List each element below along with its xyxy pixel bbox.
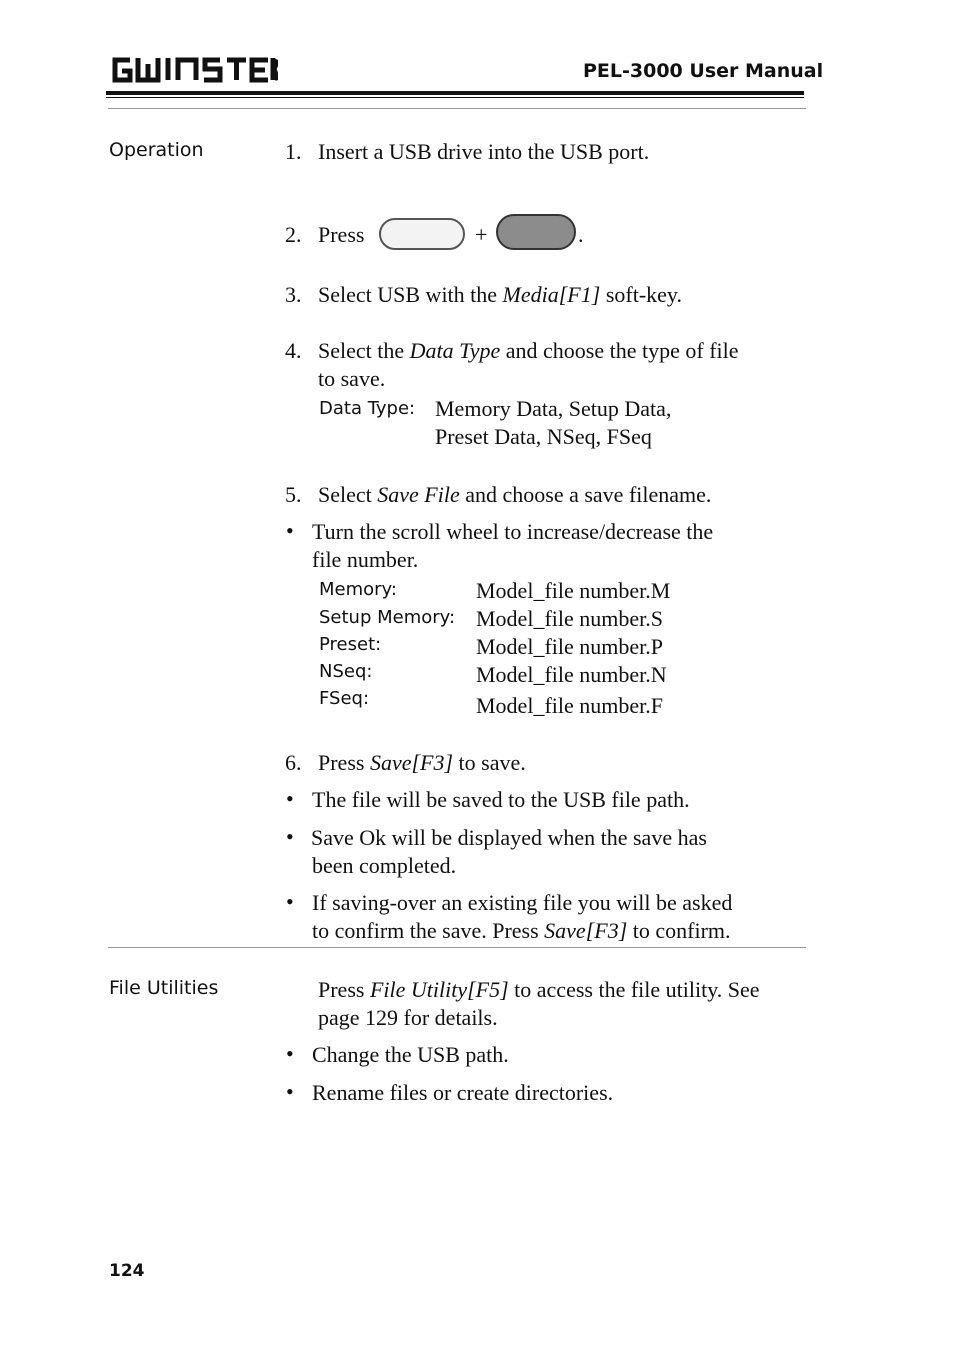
data-type-values-line1: Memory Data, Setup Data,	[435, 396, 672, 421]
step-3-number: 3.	[285, 282, 302, 307]
step-2-press: Press	[318, 222, 365, 247]
gw-instek-logo	[108, 52, 278, 88]
file-utilities-section-label: File Utilities	[109, 977, 219, 999]
file-utilities-bullet-1: Change the USB path.	[312, 1042, 509, 1067]
step-2-number: 2.	[285, 222, 302, 247]
data-type-label: Data Type:	[319, 398, 416, 419]
shift-key-icon	[379, 218, 465, 250]
step-5-number: 5.	[285, 482, 302, 507]
file-value-nseq: Model_file number.N	[476, 662, 667, 687]
file-label-memory: Memory:	[319, 579, 397, 600]
step-6-text: Press Save[F3] to save.	[318, 750, 526, 775]
bullet-icon: •	[286, 1079, 294, 1104]
bullet-icon: •	[286, 518, 294, 543]
step-4-number: 4.	[285, 338, 302, 363]
step-6-bullet-2-line2: been completed.	[312, 853, 457, 878]
section-divider	[108, 947, 806, 948]
operation-section-label: Operation	[109, 139, 204, 161]
data-type-values-line2: Preset Data, NSeq, FSeq	[435, 424, 652, 449]
step-6-bullet-3-line1: If saving-over an existing file you will be asked	[312, 890, 733, 915]
step-5-text: Select Save File and choose a save filename.	[318, 482, 712, 507]
file-label-setup-memory: Setup Memory:	[319, 607, 456, 628]
step-5-bullet-line1: Turn the scroll wheel to increase/decrease the	[312, 519, 714, 544]
file-value-fseq: Model_file number.F	[476, 693, 663, 718]
manual-title: PEL-3000 User Manual	[583, 60, 824, 82]
bullet-icon: •	[286, 824, 294, 849]
file-value-memory: Model_file number.M	[476, 578, 671, 603]
step-4-text: Select the Data Type and choose the type of file	[318, 338, 739, 363]
page-number: 124	[109, 1261, 145, 1281]
file-label-nseq: NSeq:	[319, 661, 373, 682]
step-2-period: .	[578, 222, 584, 247]
bullet-icon: •	[286, 889, 294, 914]
step-1-number: 1.	[285, 139, 302, 164]
step-4-text-line2: to save.	[318, 366, 386, 391]
step-3-text: Select USB with the Media[F1] soft-key.	[318, 282, 682, 307]
step-6-bullet-3-line2: to confirm the save. Press Save[F3] to confirm.	[312, 918, 731, 943]
file-value-preset: Model_file number.P	[476, 634, 663, 659]
file-label-fseq: FSeq:	[319, 688, 370, 709]
step-2-plus: +	[475, 222, 488, 247]
section-divider	[108, 108, 806, 109]
step-5-bullet-line2: file number.	[312, 547, 419, 572]
step-6-bullet-1: The file will be saved to the USB file path.	[312, 787, 690, 812]
header-rule-thin	[106, 97, 804, 98]
save-recall-key-icon	[496, 214, 576, 250]
bullet-icon: •	[286, 786, 294, 811]
step-6-bullet-2-line1: Save Ok will be displayed when the save has	[311, 825, 707, 850]
file-label-preset: Preset:	[319, 634, 382, 655]
file-utilities-text: Press File Utility[F5] to access the file utility. See	[318, 977, 760, 1002]
file-value-setup-memory: Model_file number.S	[476, 606, 663, 631]
bullet-icon: •	[286, 1041, 294, 1066]
file-utilities-text-line2: page 129 for details.	[318, 1005, 498, 1030]
step-1-text: Insert a USB drive into the USB port.	[318, 139, 650, 164]
step-6-number: 6.	[285, 750, 302, 775]
file-utilities-bullet-2: Rename files or create directories.	[312, 1080, 614, 1105]
header-rule-thick	[106, 91, 804, 95]
